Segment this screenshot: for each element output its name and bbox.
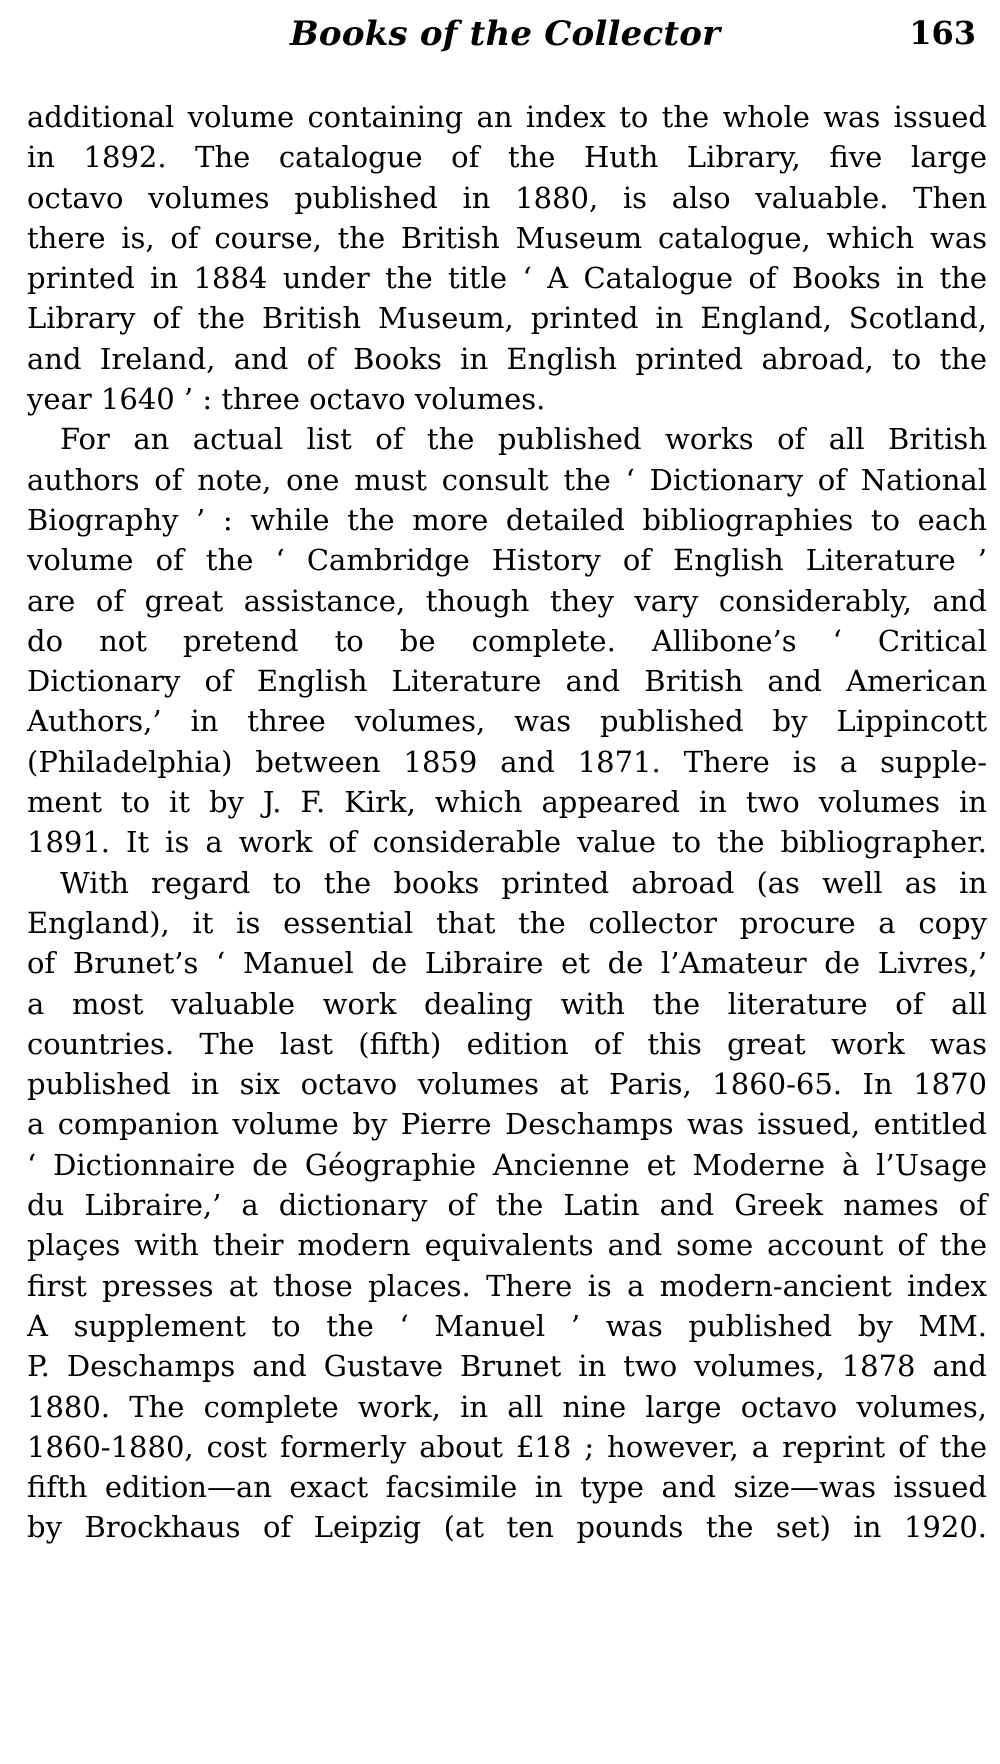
text-line: by Brockhaus of Leipzig (at ten pounds the set) in 1920. bbox=[27, 1510, 987, 1545]
running-head bbox=[0, 14, 1000, 64]
body-text bbox=[27, 97, 987, 1548]
text-line: published in six octavo volumes at Paris, 1860-65. In 1870 bbox=[27, 1067, 987, 1102]
text-line: Library of the British Museum, printed in England, Scotland, bbox=[27, 301, 987, 336]
text-line: Dictionary of English Literature and British and American bbox=[27, 664, 987, 699]
text-line: Authors,’ in three volumes, was published by Lippincott bbox=[27, 704, 987, 739]
text-line: printed in 1884 under the title ‘ A Catalogue of Books in the bbox=[27, 261, 987, 296]
text-line: first presses at those places. There is a modern-ancient index bbox=[27, 1268, 987, 1303]
text-line: year 1640 ’ : three octavo volumes. bbox=[27, 382, 546, 417]
text-line: do not pretend to be complete. Allibone’s ‘ Critical bbox=[27, 623, 987, 658]
text-line: 1880. The complete work, in all nine large octavo volumes, bbox=[27, 1389, 987, 1424]
text-line: England), it is essential that the collector procure a copy bbox=[27, 905, 987, 940]
text-line: countries. The last (fifth) edition of this great work was bbox=[27, 1026, 987, 1061]
page-number: 163 bbox=[909, 14, 976, 52]
text-line: ment to it by J. F. Kirk, which appeared in two volumes in bbox=[27, 785, 987, 820]
text-line: a most valuable work dealing with the literature of all bbox=[27, 986, 987, 1021]
text-line: and Ireland, and of Books in English printed abroad, to the bbox=[27, 341, 987, 376]
text-line: a companion volume by Pierre Deschamps was issued, entitled bbox=[27, 1107, 987, 1142]
text-line: (Philadelphia) between 1859 and 1871. There is a supple- bbox=[27, 744, 987, 779]
text-line: in 1892. The catalogue of the Huth Library, five large bbox=[27, 140, 987, 175]
running-title: Books of the Collector bbox=[290, 14, 721, 54]
text-line: For an actual list of the published works of all British bbox=[60, 422, 987, 457]
text-line: there is, of course, the British Museum catalogue, which was bbox=[27, 220, 987, 255]
text-line: du Libraire,’ a dictionary of the Latin and Greek names of bbox=[27, 1188, 987, 1223]
text-line: of Brunet’s ‘ Manuel de Libraire et de l’Amateur de Livres,’ bbox=[27, 946, 987, 981]
text-line: authors of note, one must consult the ‘ Dictionary of National bbox=[27, 462, 987, 497]
text-line: 1860-1880, cost formerly about £18 ; however, a reprint of the bbox=[27, 1429, 987, 1464]
text-line: A supplement to the ‘ Manuel ’ was published by MM. bbox=[27, 1308, 987, 1343]
text-line: additional volume containing an index to the whole was issued bbox=[27, 100, 987, 134]
text-line: P. Deschamps and Gustave Brunet in two volumes, 1878 and bbox=[27, 1349, 987, 1384]
text-line: fifth edition—an exact facsimile in type and size—was issued bbox=[27, 1470, 987, 1505]
text-line: plaçes with their modern equivalents and some account of the bbox=[27, 1228, 987, 1263]
text-line: are of great assistance, though they vary considerably, and bbox=[27, 583, 987, 618]
text-line: octavo volumes published in 1880, is also valuable. Then bbox=[27, 180, 987, 215]
text-line: With regard to the books printed abroad (as well as in bbox=[60, 865, 987, 900]
text-line: 1891. It is a work of considerable value to the bibliographer. bbox=[27, 825, 987, 860]
text-line: Biography ’ : while the more detailed bibliographies to each bbox=[27, 502, 987, 537]
text-line: volume of the ‘ Cambridge History of English Literature ’ bbox=[27, 543, 987, 578]
text-line: ‘ Dictionnaire de Géographie Ancienne et Moderne à l’Usage bbox=[27, 1147, 987, 1182]
